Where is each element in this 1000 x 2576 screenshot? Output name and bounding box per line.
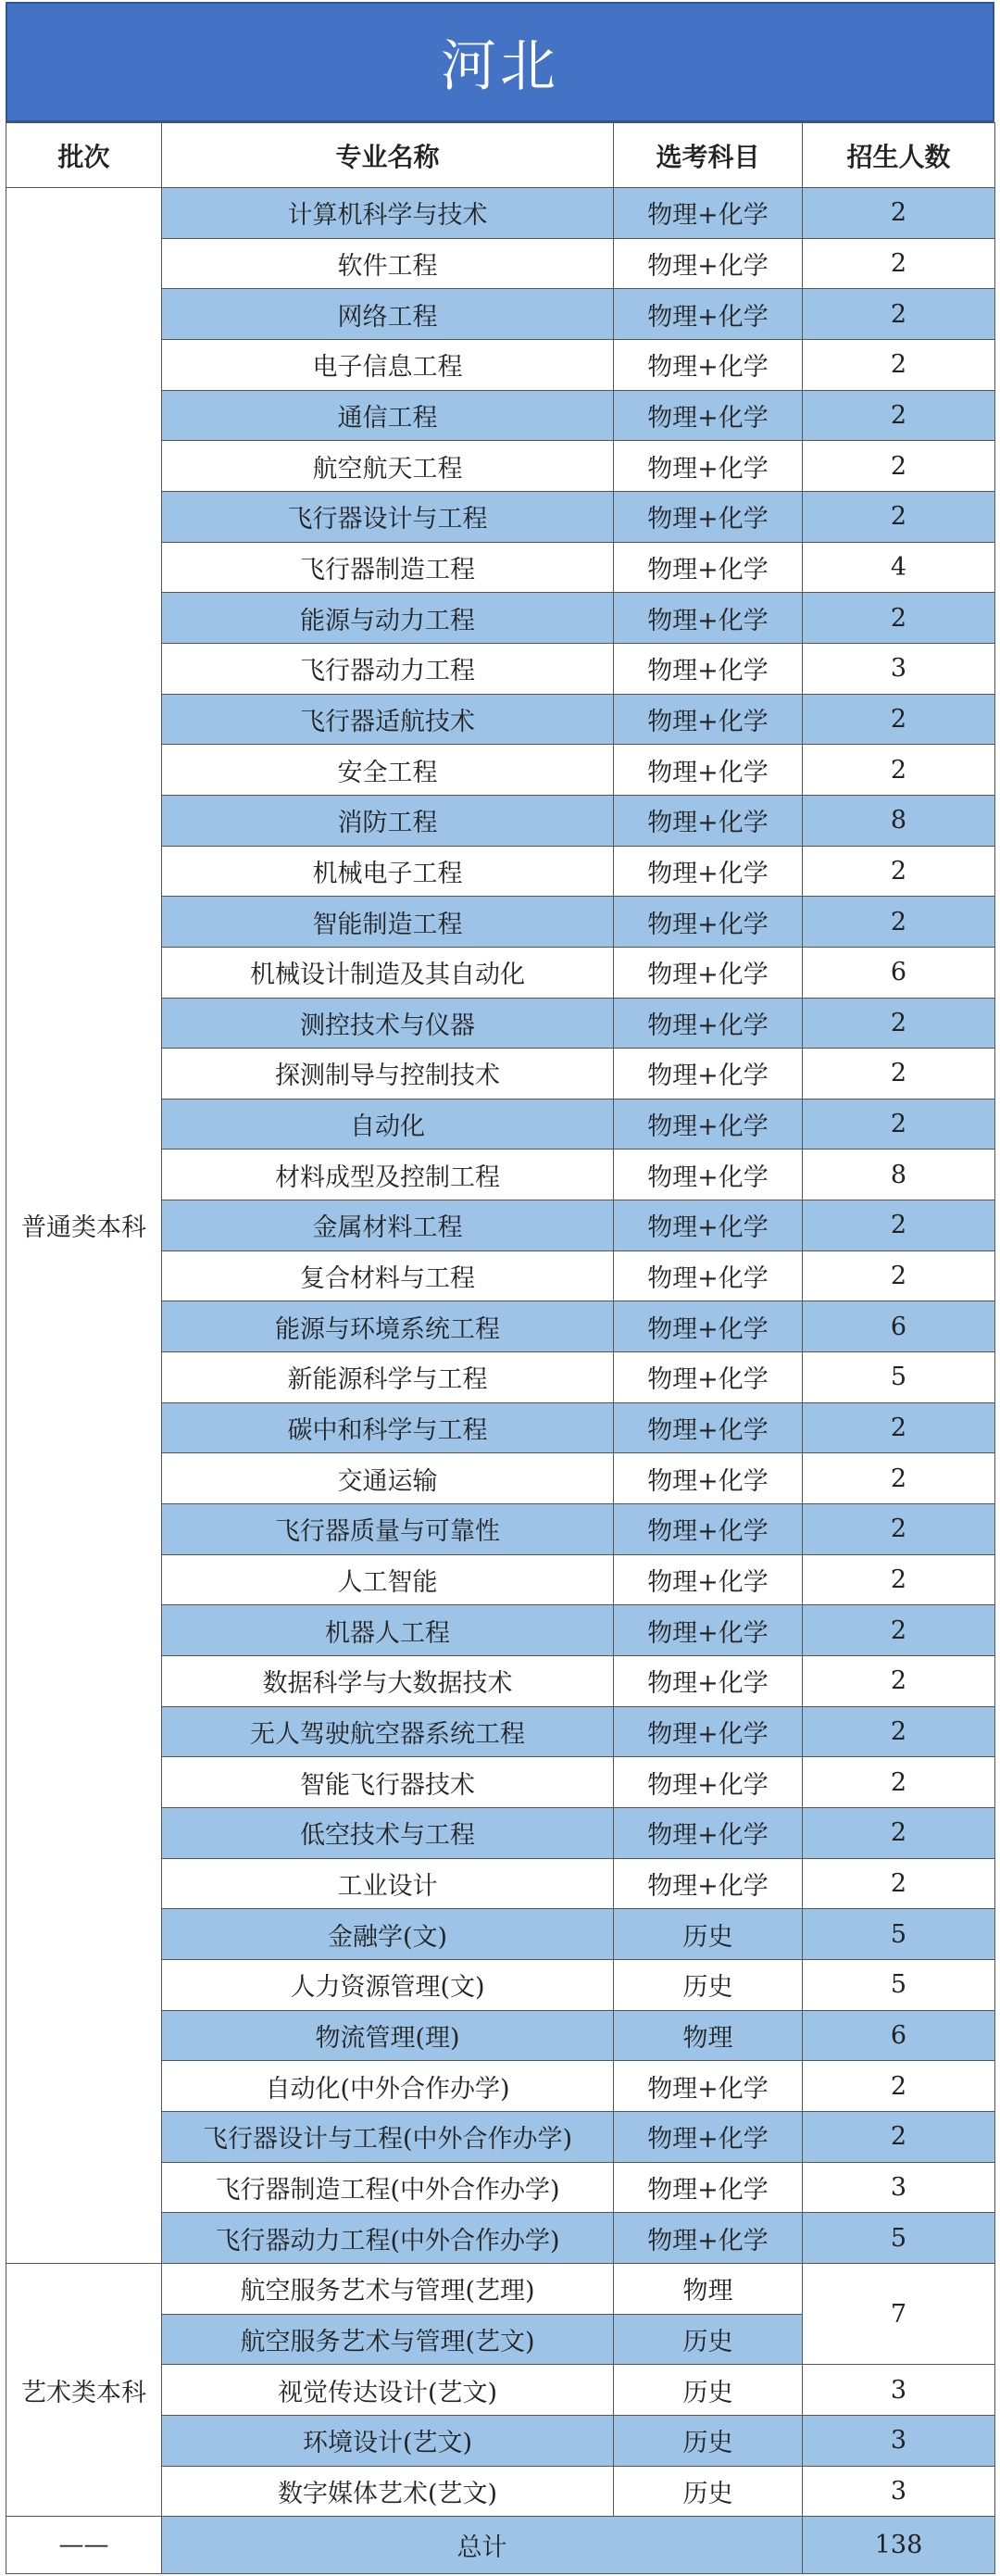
count-cell: 3 <box>803 2365 995 2416</box>
major-cell: 飞行器制造工程 <box>162 542 614 593</box>
major-cell: 飞行器制造工程(中外合作办学) <box>162 2162 614 2213</box>
major-cell: 工业设计 <box>162 1858 614 1909</box>
major-cell: 飞行器动力工程 <box>162 643 614 694</box>
count-cell: 5 <box>803 1959 995 2010</box>
count-cell: 2 <box>803 1808 995 1859</box>
count-cell: 2 <box>803 1656 995 1707</box>
major-cell: 探测制导与控制技术 <box>162 1049 614 1100</box>
count-cell: 4 <box>803 542 995 593</box>
major-cell: 电子信息工程 <box>162 339 614 390</box>
subject-cell: 物理+化学 <box>614 542 803 593</box>
count-cell: 2 <box>803 1200 995 1251</box>
major-cell: 飞行器设计与工程 <box>162 491 614 542</box>
major-cell: 碳中和科学与工程 <box>162 1402 614 1453</box>
major-cell: 飞行器设计与工程(中外合作办学) <box>162 2111 614 2162</box>
count-cell: 5 <box>803 1352 995 1403</box>
subject-cell: 历史 <box>614 1909 803 1960</box>
major-cell: 自动化 <box>162 1099 614 1150</box>
count-cell: 2 <box>803 1504 995 1555</box>
major-cell: 智能制造工程 <box>162 897 614 948</box>
major-cell: 能源与环境系统工程 <box>162 1301 614 1352</box>
count-cell: 6 <box>803 1301 995 1352</box>
subject-cell: 物理+化学 <box>614 846 803 897</box>
major-cell: 能源与动力工程 <box>162 593 614 644</box>
major-cell: 金融学(文) <box>162 1909 614 1960</box>
subject-cell: 历史 <box>614 2314 803 2365</box>
major-cell: 飞行器适航技术 <box>162 694 614 745</box>
subject-cell: 历史 <box>614 2466 803 2517</box>
subject-cell: 物理+化学 <box>614 897 803 948</box>
count-cell: 2 <box>803 390 995 441</box>
total-batch-cell: —— <box>6 2517 162 2574</box>
major-cell: 复合材料与工程 <box>162 1250 614 1301</box>
count-cell: 2 <box>803 2061 995 2112</box>
subject-cell: 物理+化学 <box>614 1706 803 1757</box>
batch-cell: 艺术类本科 <box>6 2263 162 2516</box>
subject-cell: 物理+化学 <box>614 745 803 796</box>
subject-cell: 物理+化学 <box>614 2213 803 2264</box>
count-cell: 2 <box>803 745 995 796</box>
subject-cell: 物理+化学 <box>614 1656 803 1707</box>
count-cell: 3 <box>803 2162 995 2213</box>
subject-cell: 物理+化学 <box>614 1605 803 1656</box>
subject-cell: 物理+化学 <box>614 1049 803 1100</box>
subject-cell: 物理+化学 <box>614 390 803 441</box>
subject-cell: 历史 <box>614 2365 803 2416</box>
count-cell: 6 <box>803 2010 995 2061</box>
page-title: 河北 <box>6 2 994 122</box>
count-cell: 8 <box>803 795 995 846</box>
header-row <box>6 123 995 188</box>
major-cell: 通信工程 <box>162 390 614 441</box>
major-cell: 环境设计(艺文) <box>162 2415 614 2466</box>
count-cell: 7 <box>803 2263 995 2364</box>
major-cell: 人力资源管理(文) <box>162 1959 614 2010</box>
subject-cell: 物理+化学 <box>614 1554 803 1605</box>
subject-cell: 物理+化学 <box>614 1504 803 1555</box>
major-cell: 无人驾驶航空器系统工程 <box>162 1706 614 1757</box>
total-count-cell: 138 <box>803 2517 995 2574</box>
total-row <box>6 2517 995 2574</box>
major-cell: 视觉传达设计(艺文) <box>162 2365 614 2416</box>
major-cell: 安全工程 <box>162 745 614 796</box>
subject-cell: 物理+化学 <box>614 1250 803 1301</box>
count-cell: 2 <box>803 846 995 897</box>
count-cell: 2 <box>803 1605 995 1656</box>
header-batch: 批次 <box>6 123 162 188</box>
admission-sheet <box>6 2 994 2573</box>
major-cell: 航空服务艺术与管理(艺理) <box>162 2263 614 2314</box>
count-cell: 5 <box>803 2213 995 2264</box>
count-cell: 2 <box>803 491 995 542</box>
subject-cell: 历史 <box>614 1959 803 2010</box>
subject-cell: 物理+化学 <box>614 1099 803 1150</box>
count-cell: 2 <box>803 1453 995 1504</box>
subject-cell: 物理 <box>614 2010 803 2061</box>
subject-cell: 物理+化学 <box>614 2111 803 2162</box>
count-cell: 2 <box>803 1757 995 1808</box>
count-cell: 2 <box>803 1250 995 1301</box>
subject-cell: 物理+化学 <box>614 2162 803 2213</box>
subject-cell: 物理+化学 <box>614 491 803 542</box>
header-major: 专业名称 <box>162 123 614 188</box>
major-cell: 机械设计制造及其自动化 <box>162 947 614 998</box>
major-cell: 交通运输 <box>162 1453 614 1504</box>
count-cell: 3 <box>803 643 995 694</box>
count-cell: 2 <box>803 897 995 948</box>
major-cell: 航空服务艺术与管理(艺文) <box>162 2314 614 2365</box>
major-cell: 机械电子工程 <box>162 846 614 897</box>
subject-cell: 物理+化学 <box>614 795 803 846</box>
major-cell: 计算机科学与技术 <box>162 188 614 239</box>
major-cell: 人工智能 <box>162 1554 614 1605</box>
table-row <box>6 2263 995 2314</box>
major-cell: 物流管理(理) <box>162 2010 614 2061</box>
count-cell: 2 <box>803 1099 995 1150</box>
subject-cell: 物理+化学 <box>614 238 803 289</box>
count-cell: 2 <box>803 1706 995 1757</box>
subject-cell: 物理+化学 <box>614 998 803 1049</box>
count-cell: 3 <box>803 2466 995 2517</box>
subject-cell: 物理+化学 <box>614 1453 803 1504</box>
subject-cell: 物理+化学 <box>614 188 803 239</box>
subject-cell: 物理+化学 <box>614 1301 803 1352</box>
major-cell: 网络工程 <box>162 289 614 340</box>
subject-cell: 物理+化学 <box>614 1402 803 1453</box>
major-cell: 新能源科学与工程 <box>162 1352 614 1403</box>
count-cell: 2 <box>803 238 995 289</box>
major-cell: 数字媒体艺术(艺文) <box>162 2466 614 2517</box>
count-cell: 2 <box>803 1858 995 1909</box>
major-cell: 自动化(中外合作办学) <box>162 2061 614 2112</box>
major-cell: 软件工程 <box>162 238 614 289</box>
table-row <box>6 188 995 239</box>
count-cell: 2 <box>803 998 995 1049</box>
subject-cell: 物理+化学 <box>614 643 803 694</box>
table-body <box>6 188 995 2574</box>
subject-cell: 物理+化学 <box>614 1808 803 1859</box>
count-cell: 2 <box>803 2111 995 2162</box>
subject-cell: 物理+化学 <box>614 1200 803 1251</box>
subject-cell: 物理+化学 <box>614 1858 803 1909</box>
major-cell: 测控技术与仪器 <box>162 998 614 1049</box>
count-cell: 2 <box>803 694 995 745</box>
major-cell: 消防工程 <box>162 795 614 846</box>
header-subject: 选考科目 <box>614 123 803 188</box>
subject-cell: 物理+化学 <box>614 947 803 998</box>
subject-cell: 物理+化学 <box>614 1352 803 1403</box>
subject-cell: 物理+化学 <box>614 441 803 492</box>
batch-cell: 普通类本科 <box>6 188 162 2264</box>
count-cell: 6 <box>803 947 995 998</box>
subject-cell: 物理+化学 <box>614 593 803 644</box>
count-cell: 2 <box>803 339 995 390</box>
major-cell: 低空技术与工程 <box>162 1808 614 1859</box>
count-cell: 2 <box>803 289 995 340</box>
admission-table <box>6 122 995 2574</box>
count-cell: 2 <box>803 1554 995 1605</box>
subject-cell: 物理 <box>614 2263 803 2314</box>
count-cell: 2 <box>803 1049 995 1100</box>
major-cell: 飞行器动力工程(中外合作办学) <box>162 2213 614 2264</box>
major-cell: 材料成型及控制工程 <box>162 1150 614 1200</box>
subject-cell: 物理+化学 <box>614 694 803 745</box>
subject-cell: 物理+化学 <box>614 289 803 340</box>
count-cell: 2 <box>803 1402 995 1453</box>
subject-cell: 物理+化学 <box>614 339 803 390</box>
major-cell: 数据科学与大数据技术 <box>162 1656 614 1707</box>
subject-cell: 物理+化学 <box>614 1757 803 1808</box>
major-cell: 机器人工程 <box>162 1605 614 1656</box>
count-cell: 3 <box>803 2415 995 2466</box>
major-cell: 智能飞行器技术 <box>162 1757 614 1808</box>
header-count: 招生人数 <box>803 123 995 188</box>
count-cell: 2 <box>803 441 995 492</box>
major-cell: 金属材料工程 <box>162 1200 614 1251</box>
count-cell: 5 <box>803 1909 995 1960</box>
count-cell: 2 <box>803 188 995 239</box>
count-cell: 2 <box>803 593 995 644</box>
subject-cell: 历史 <box>614 2415 803 2466</box>
subject-cell: 物理+化学 <box>614 1150 803 1200</box>
major-cell: 飞行器质量与可靠性 <box>162 1504 614 1555</box>
subject-cell: 物理+化学 <box>614 2061 803 2112</box>
count-cell: 8 <box>803 1150 995 1200</box>
total-label-cell: 总计 <box>162 2517 803 2574</box>
major-cell: 航空航天工程 <box>162 441 614 492</box>
